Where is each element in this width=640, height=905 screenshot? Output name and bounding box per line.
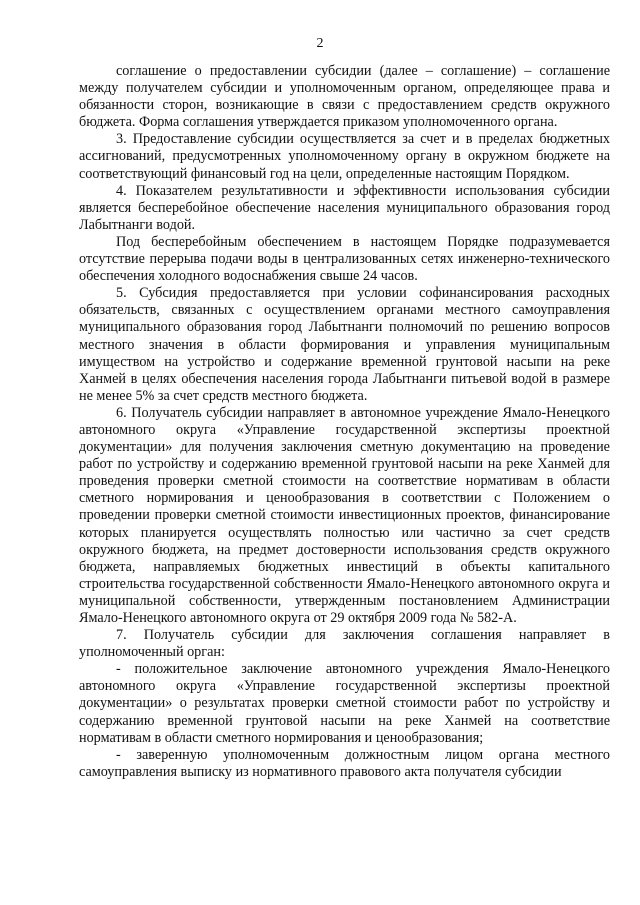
- paragraph-3: 3. Предоставление субсидии осуществляется за счет и в пределах бюджетных ассигнований, предусмотренных уполномоченному органу в окружном бюджете на соответствующий финансовый год на цели, определенные настоящим Порядком.: [79, 131, 610, 182]
- paragraph-5: 5. Субсидия предоставляется при условии софинансирования расходных обязательств, связанных с осуществлением органами местного самоуправления муниципального образования город Лабытнанги полномочий по решению вопросов местного значения в области формирования и управления муниципальным имуществом на устройство и содержание временной грунтовой насыпи на реке Ханмей в целях обеспечения населения города Лабытнанги питьевой водой в размере не менее 5% за счет средств местного бюджета.: [79, 285, 610, 404]
- paragraph-6: 6. Получатель субсидии направляет в автономное учреждение Ямало-Ненецкого автономного округа «Управление государственной экспертизы проектной документации» для получения заключения сметную документацию на проведение работ по устройству и содержанию временной грунтовой насыпи на реке Ханмей для проведения проверки сметной стоимости на соответствие нормативам в области сметного нормирования и ценообразования в соответствии с Положением о проведении проверки сметной стоимости инвестиционных проектов, финансирование которых планируется осуществлять полностью или частично за счет средств окружного бюджета, на предмет достоверности использования средств окружного бюджета, направляемых бюджетных инвестиций в объекты капитального строительства государственной собственности Ямало-Ненецкого автономного округа и муниципальной собственности, утвержденным постановлением Администрации Ямало-Ненецкого автономного округа от 29 октября 2009 года № 582-А.: [79, 404, 610, 626]
- paragraph-agreement-definition: соглашение о предоставлении субсидии (далее – соглашение) – соглашение между получателем субсидии и уполномоченным органом, определяющее права и обязанности сторон, возникающие в связи с предоставлением средств окружного бюджета. Форма соглашения утверждается приказом уполномоченного органа.: [79, 63, 610, 131]
- page-number: 2: [316, 36, 324, 51]
- list-item-positive-conclusion: - положительное заключение автономного учреждения Ямало-Ненецкого автономного округа «Управление государственной экспертизы проектной документации» о результатах проверки сметной стоимости работ по устройству и содержанию временной грунтовой насыпи на реке Ханмей на соответствие нормативам в области сметного нормирования и ценообразования;: [79, 661, 610, 746]
- paragraph-7: 7. Получатель субсидии для заключения соглашения направляет в уполномоченный орган:: [79, 627, 610, 661]
- paragraph-uninterrupted-supply: Под бесперебойным обеспечением в настоящем Порядке подразумевается отсутствие перерыва подачи воды в централизованных сетях инженерно-технического обеспечения холодного водоснабжения свыше 24 часов.: [79, 233, 610, 285]
- paragraph-4: 4. Показателем результативности и эффективности использования субсидии является бесперебойное обеспечение населения муниципального образования город Лабытнанги водой.: [79, 182, 610, 233]
- document-body: [79, 63, 610, 781]
- list-item-certified-extract: - заверенную уполномоченным должностным лицом органа местного самоуправления выписку из нормативного правового акта получателя субсидии: [79, 746, 610, 780]
